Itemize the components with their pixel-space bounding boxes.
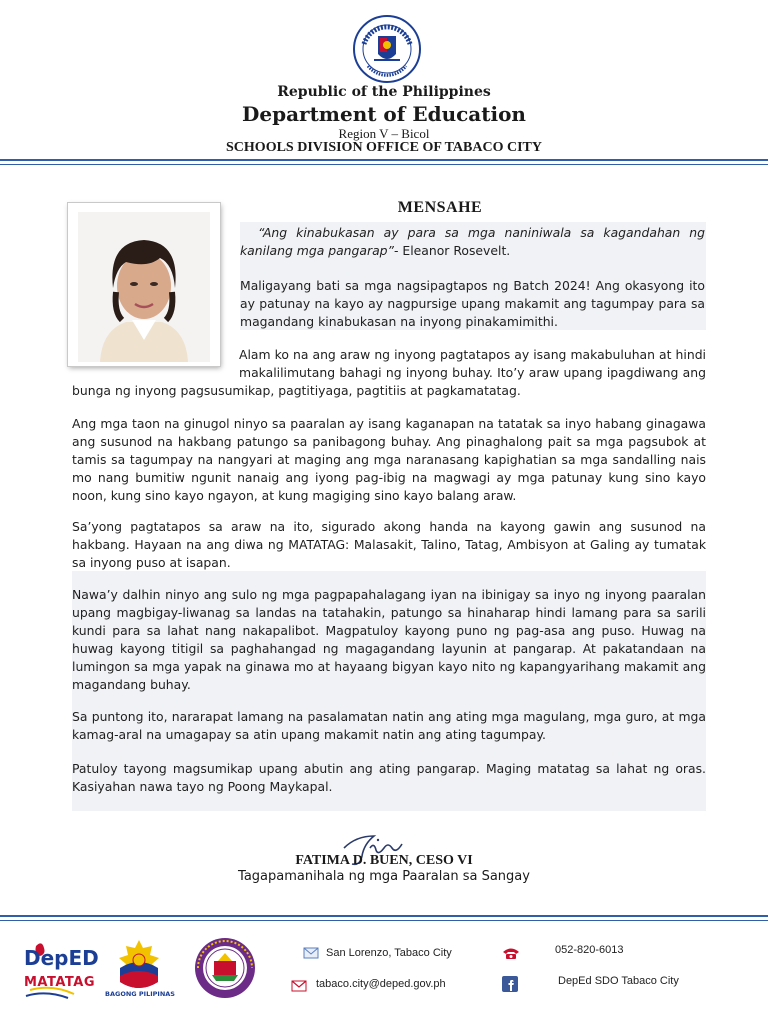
paragraph-1: Maligayang bati sa mga nagsipagtapos ng Batch 2024! Ang okasyong ito ay patunay na kayo ay nagpursige upang makamit ang tagumpay para sa magandang kinabukasan na inyong pinakamimithi. [240, 278, 705, 329]
paragraph-5: Nawa’y dalhin ninyo ang sulo ng mga pagpapahalagang iyan na ibinigay sa inyo ng inyong paaralan upang magbigay-liwanag sa landas na tatahakin, patungo sa hinaharap hindi lamang para sa sarili kundi para sa lahat nang nakapalibot. Magpatuloy kayong puno ng pag-asa ang puso. Huwag na huwag kayong titigil sa paghahangad ng magagandang layunin at pangarap. At pakatandaan na lumingon sa mga yapak na ginawa mo at hayaang bigyan kayo nito ng kapangyarihang makamit ang magandang buhay. [72, 587, 706, 692]
quote-text: “Ang kinabukasan ay para sa mga naniniwala sa kagandahan ng kanilang mga pangarap” [240, 225, 705, 258]
portrait-image [78, 212, 210, 362]
photo-wrap-spacer [72, 346, 239, 382]
paragraph-7: Patuloy tayong magsumikap upang abutin ang ating pangarap. Maging matatag sa lahat ng oras. Kasiyahan nawa tayo ng Poong Maykapal. [72, 761, 706, 794]
matatag-logo-text: MATATAG [24, 975, 95, 990]
email-link[interactable]: tabaco.city@deped.gov.ph [316, 978, 446, 990]
paragraph-6: Sa puntong ito, nararapat lamang na pasalamatan natin ang ating mga magulang, mga guro, at mga kamag-aral na umagapay sa atin upang makamit natin ang ating tagumpay. [72, 709, 706, 742]
paragraph-4: Sa’yong pagtatapos sa araw na ito, sigurado akong handa na kayong gawin ang susunod na hakbang. Hayaan na ang diwa ng MATATAG: Malasakit, Talino, Tatag, Ambisyon at Galing ay tumatak sa inyong puso at isapan. [72, 519, 706, 570]
header-rule-thin [0, 164, 768, 165]
sdo-tabaco-seal-icon [194, 937, 256, 999]
signatory-title: Tagapamanihala ng mga Paaralan sa Sangay [238, 869, 530, 884]
facebook-link[interactable]: DepEd SDO Tabaco City [558, 975, 679, 987]
bagong-pilipinas-text: BAGONG PILIPINAS [105, 990, 175, 998]
paragraph-3: Ang mga taon na ginugol ninyo sa paaralan ay isang kaganapan na tatatak sa inyo habang ginagawa ang susunod na hakbang patungo sa panibagong buhay. Ang pinaghalong pait sa mga pagsubok at tamis sa tagumpay na nangyari at maging ang mga naranasang kapighatian sa mga sandalling nais mo nang bumitiw ngunit nanaig ang iyong pag-ibig na magwagi ay mga patunay kung sino kayo noon, kung sino kayo ngayon, at kung magiging sino kayo balang araw. [72, 416, 706, 503]
department-heading: Department of Education [242, 102, 526, 126]
address-text: San Lorenzo, Tabaco City [326, 947, 452, 959]
office-heading: SCHOOLS DIVISION OFFICE OF TABACO CITY [226, 140, 542, 155]
envelope-icon [303, 946, 319, 960]
deped-seal-icon [352, 14, 422, 84]
paragraph-2 [72, 346, 706, 400]
telephone-icon [502, 946, 520, 960]
region-heading: Region V – Bicol [338, 126, 430, 141]
paragraph-2-text: Alam ko na ang araw ng inyong pagtatapos ay isang makabuluhan at hindi makalilimutang bahagi ng inyong buhay. Ito’y araw upang ipagdiwang ang bunga ng inyong pagsusumikap, pagtitiyaga, pagtitiis at pagkamatatag. [72, 347, 706, 398]
signatory-name: FATIMA D. BUEN, CESO VI [295, 853, 473, 868]
mail-icon [291, 979, 307, 993]
letter-title: MENSAHE [397, 199, 483, 216]
header-rule [0, 159, 768, 161]
phone-text: 052-820-6013 [555, 944, 624, 956]
republic-heading: Republic of the Philippines [277, 84, 491, 100]
footer-rule [0, 915, 768, 917]
footer-rule-thin [0, 920, 768, 921]
portrait-photo [68, 203, 220, 366]
quote-author: - Eleanor Rosevelt. [393, 243, 511, 258]
facebook-icon[interactable] [502, 976, 518, 992]
quote-paragraph [240, 224, 705, 260]
deped-logo-text: DepED [24, 946, 99, 970]
